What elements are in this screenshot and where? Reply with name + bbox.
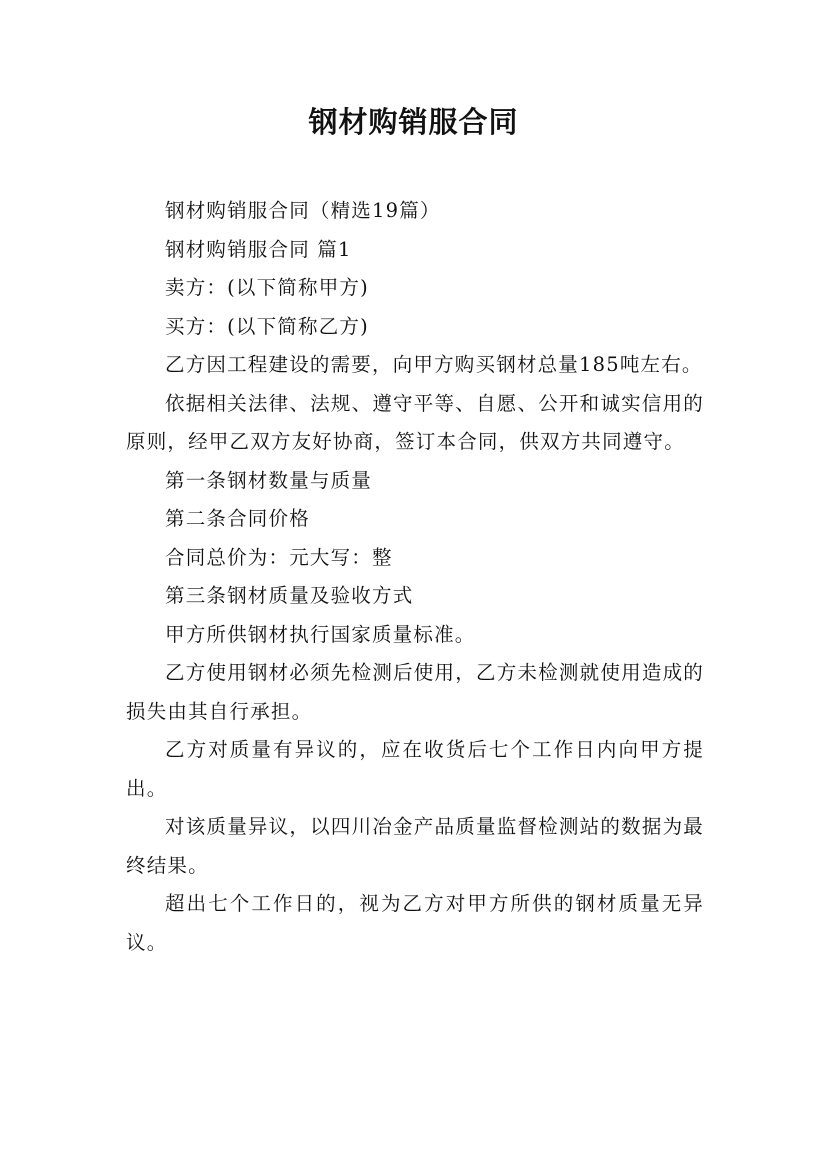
paragraph: 乙方对质量有异议的，应在收货后七个工作日内向甲方提出。: [126, 738, 704, 800]
paragraph: 乙方因工程建设的需要，向甲方购买钢材总量185吨左右。: [165, 353, 703, 376]
paragraph: 甲方所供钢材执行国家质量标准。: [165, 622, 476, 646]
paragraph: 第一条钢材数量与质量: [165, 468, 373, 492]
paragraph: 对该质量异议，以四川冶金产品质量监督检测站的数据为最终结果。: [126, 815, 704, 877]
paragraph: 卖方：(以下简称甲方): [165, 276, 369, 299]
paragraph: 钢材购销服合同 篇1: [165, 237, 352, 261]
paragraph: 依据相关法律、法规、遵守平等、自愿、公开和诚实信用的原则，经甲乙双方友好协商，签订本合同，供双方共同遵守。: [126, 391, 704, 453]
paragraph: 超出七个工作日的，视为乙方对甲方所供的钢材质量无异议。: [126, 892, 704, 954]
paragraph: 第三条钢材质量及验收方式: [165, 584, 414, 607]
document-title: 钢材购销服合同: [308, 105, 519, 139]
paragraph: 第二条合同价格: [165, 507, 310, 530]
paragraph: 乙方使用钢材必须先检测后使用，乙方未检测就使用造成的损失由其自行承担。: [126, 661, 704, 723]
document-body: [126, 192, 704, 962]
paragraph: 钢材购销服合同（精选19篇）: [165, 199, 441, 222]
paragraph: 买方：(以下简称乙方): [165, 314, 369, 338]
paragraph: 合同总价为：元大写：整: [165, 545, 393, 569]
